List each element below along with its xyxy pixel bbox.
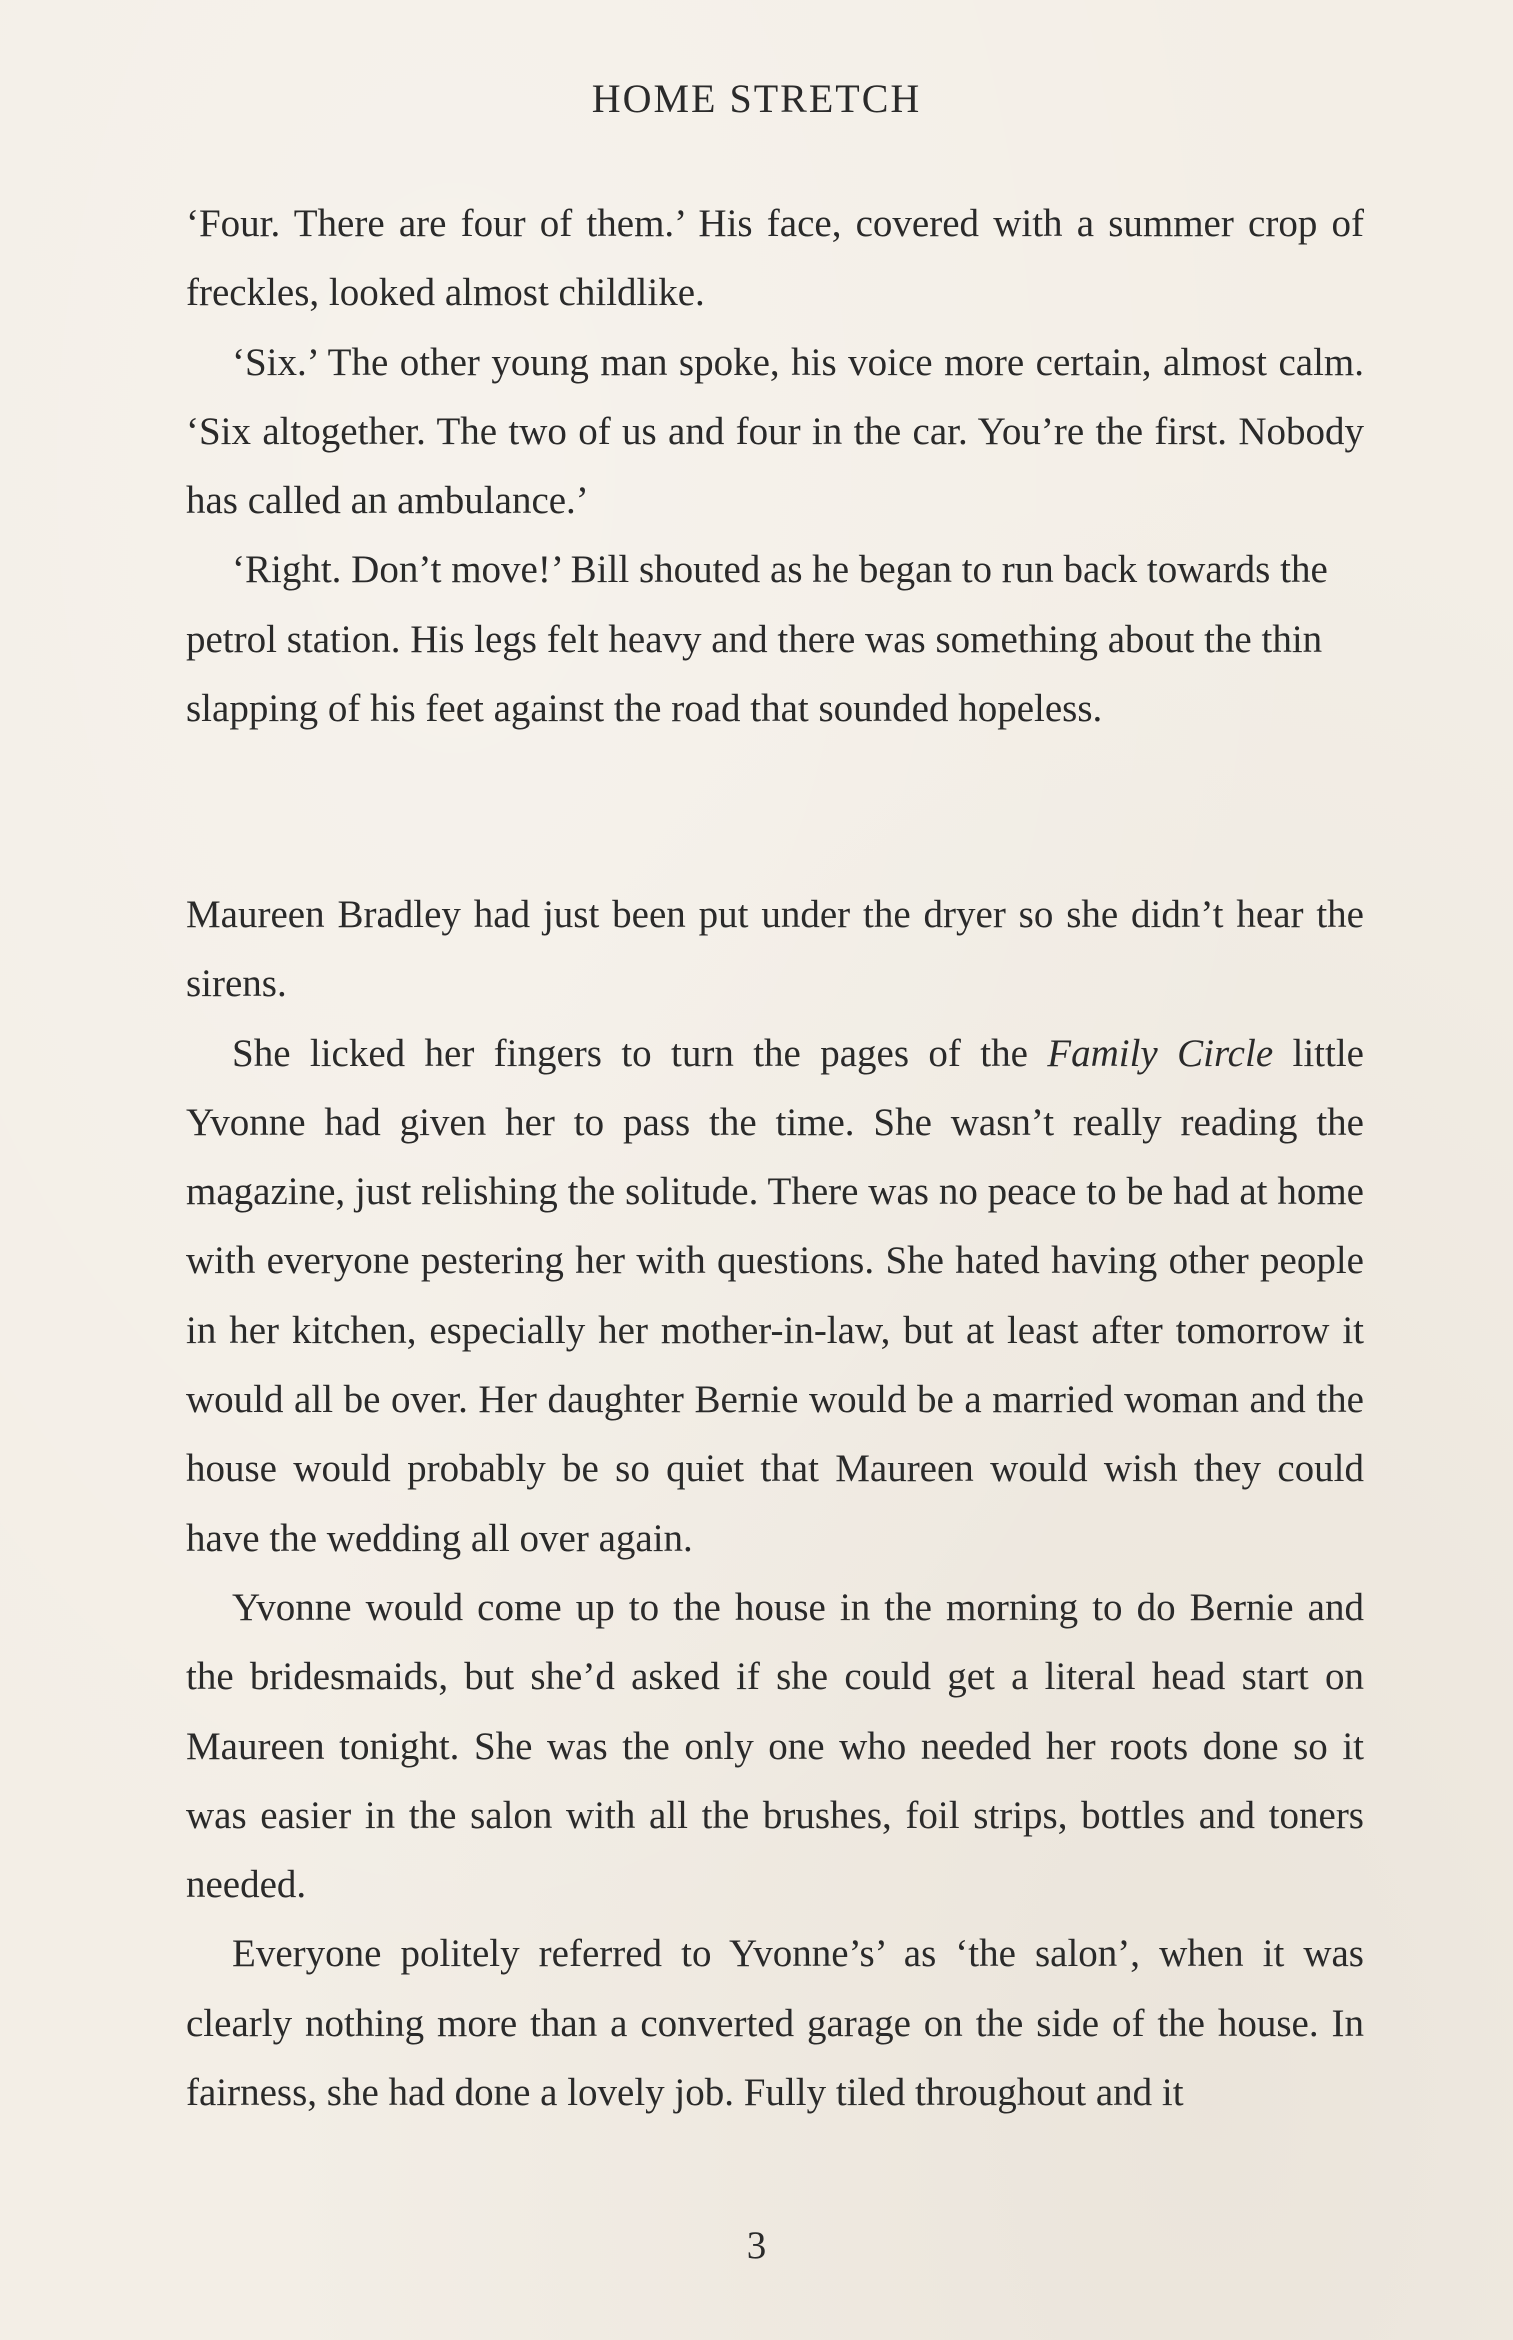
running-head: HOME STRETCH [591, 76, 922, 121]
page-number: 3 [746, 2224, 767, 2267]
paragraph: Yvonne would come up to the house in the morning to do Bernie and the bridesmaids, but she’d asked if she could get a literal head start on Maureen tonight. She was the only one who needed her roots done so it was easier in the salon with all the brushes, foil strips, bottles and toners needed. [186, 1585, 1364, 1907]
paragraph: ‘Four. There are four of them.’ His face, covered with a summer crop of freckles, looked almost childlike. [186, 202, 1364, 315]
section-two [186, 880, 1364, 2127]
paragraph [186, 1019, 1364, 1573]
paragraph: ‘Right. Don’t move!’ Bill shouted as he began to run back towards the petrol station. His legs felt heavy and there was something about the thin slapping of his feet against the road that sounded hopeless. [186, 548, 1328, 731]
paragraph: Everyone politely referred to Yvonne’s’ as ‘the salon’, when it was clearly nothing more than a converted garage on the side of the house. In fairness, she had done a lovely job. Fully tiled throughout and it [186, 1932, 1364, 2115]
paragraph: ‘Six.’ The other young man spoke, his voice more certain, almost calm. ‘Six altogether. The two of us and four in the car. You’re the first. Nobody has called an ambulance.’ [186, 340, 1364, 523]
section-one [186, 189, 1364, 743]
paragraph-text: little Yvonne had given her to pass the time. She wasn’t really reading the magazine, just relishing the solitude. There was no peace to be had at home with everyone pestering her with questions. She hated having other people in her kitchen, especially her mother-in-law, but at least after tomorrow it would all be over. Her daughter Bernie would be a married woman and the house would probably be so quiet that Maureen would wish they could have the wedding all over again. [186, 1031, 1364, 1560]
paragraph: Maureen Bradley had just been put under the dryer so she didn’t hear the sirens. [186, 893, 1364, 1006]
magazine-title: Family Circle [1047, 1031, 1274, 1075]
paragraph-text: She licked her fingers to turn the pages of the [232, 1031, 1048, 1075]
